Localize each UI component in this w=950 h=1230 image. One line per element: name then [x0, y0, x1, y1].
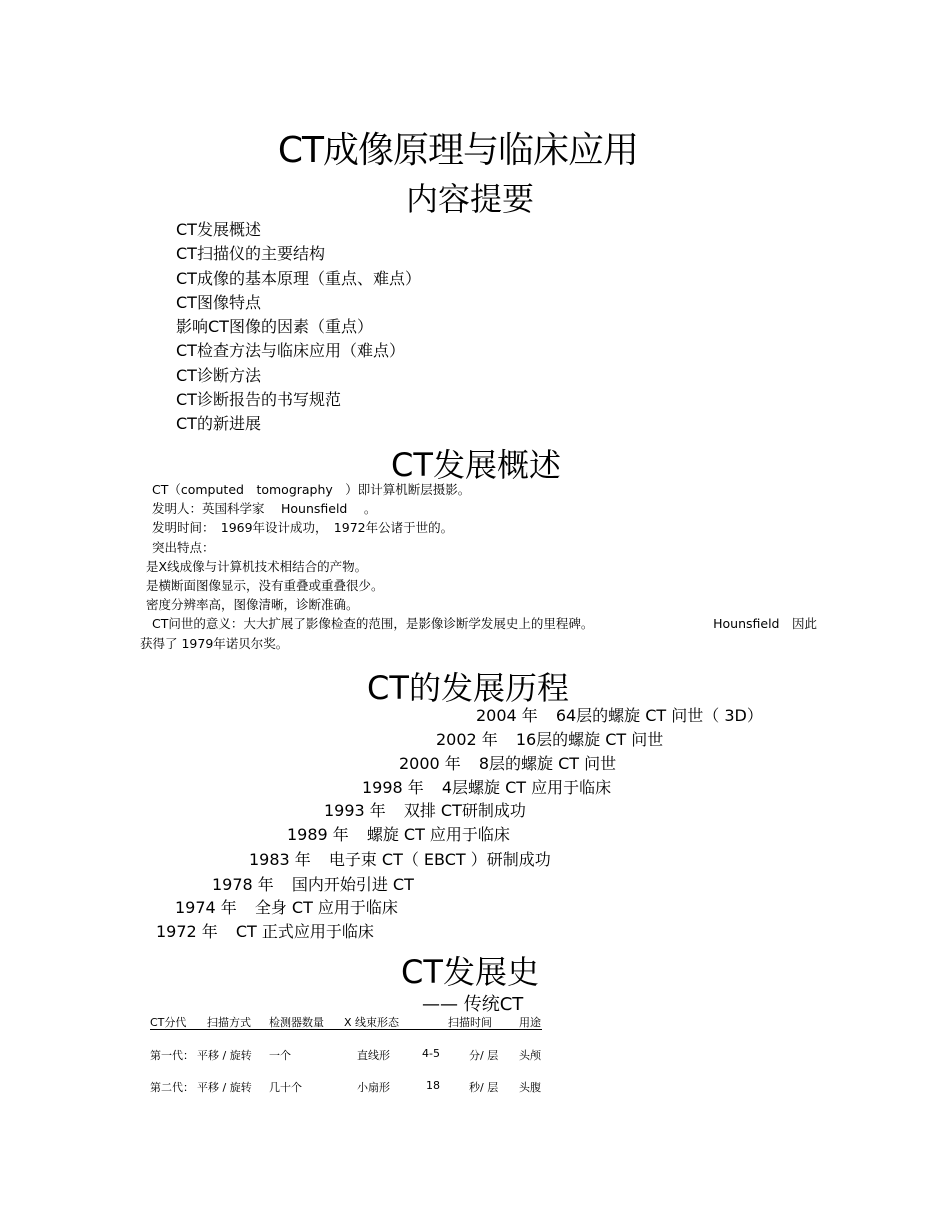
overview-line: 发明人：英国科学家 Hounsfield 。	[152, 501, 377, 517]
timeline-item: 1993 年 双排 CT研制成功	[324, 801, 526, 820]
column-header: CT分代	[150, 1016, 187, 1029]
overview-line: 突出特点：	[152, 539, 215, 555]
toc-list	[176, 218, 421, 437]
timeline-heading: CT的发展历程	[367, 669, 569, 707]
overview-line: 是横断面图像显示，没有重叠或重叠很少。	[146, 578, 384, 594]
history-heading: CT发展史	[401, 953, 539, 991]
column-header: 扫描方式	[207, 1016, 251, 1029]
toc-item: CT诊断报告的书写规范	[176, 390, 341, 410]
toc-item: CT诊断方法	[176, 365, 261, 385]
timeline-item: 2002 年 16层的螺旋 CT 问世	[436, 730, 664, 749]
table-row: 第二代： 平移 / 旋转 几十个 小扇形 18 秒/ 层 头腹	[150, 1079, 541, 1094]
timeline-item: 1983 年 电子束 CT（ EBCT ）研制成功	[249, 850, 551, 869]
toc-item: CT扫描仪的主要结构	[176, 244, 325, 264]
toc-item: CT图像特点	[176, 292, 261, 312]
toc-item: CT检查方法与临床应用（难点）	[176, 341, 405, 361]
timeline-item: 2004 年 64层的螺旋 CT 问世（ 3D）	[476, 706, 763, 725]
timeline-item: 1989 年 螺旋 CT 应用于临床	[287, 825, 510, 844]
overview-line: CT（computed tomography ）即计算机断层摄影。	[152, 482, 471, 497]
column-header: 用途	[519, 1016, 541, 1029]
column-header: 扫描时间	[448, 1016, 492, 1029]
timeline-item: 1972 年 CT 正式应用于临床	[156, 922, 374, 941]
timeline-item: 1998 年 4层螺旋 CT 应用于临床	[362, 778, 612, 797]
overview-significance: CT问世的意义：大大扩展了影像检查的范围，是影像诊断学发展史上的里程碑。 Hounsfield 因此	[152, 616, 817, 632]
history-table-header	[150, 1014, 542, 1030]
toc-item: CT发展概述	[176, 220, 261, 239]
toc-item: CT成像的基本原理（重点、难点）	[176, 268, 421, 288]
overview-body	[140, 480, 817, 653]
toc-item: 影响CT图像的因素（重点）	[176, 317, 373, 337]
overview-line: 是X线成像与计算机技术相结合的产物。	[146, 558, 368, 574]
history-subheading: —— 传统CT	[422, 994, 524, 1015]
column-header: X 线束形态	[344, 1016, 400, 1029]
column-header: 检测器数量	[269, 1016, 324, 1029]
timeline-item: 1978 年 国内开始引进 CT	[212, 875, 414, 894]
page-title: CT成像原理与临床应用	[277, 130, 639, 171]
timeline-item: 1974 年 全身 CT 应用于临床	[175, 898, 398, 917]
table-row: 第一代： 平移 / 旋转 一个 直线形 4-5 分/ 层 头颅	[150, 1047, 541, 1062]
overview-line: 发明时间： 1969年设计成功， 1972年公诸于世的。	[152, 520, 454, 536]
timeline-item: 2000 年 8层的螺旋 CT 问世	[399, 754, 617, 773]
overview-line: 密度分辨率高，图像清晰，诊断准确。	[146, 597, 359, 613]
overview-heading: CT发展概述	[391, 446, 561, 484]
toc-item: CT的新进展	[176, 414, 261, 434]
overview-line: 获得了 1979年诺贝尔奖。	[140, 635, 289, 651]
contents-heading: 内容提要	[405, 180, 534, 218]
